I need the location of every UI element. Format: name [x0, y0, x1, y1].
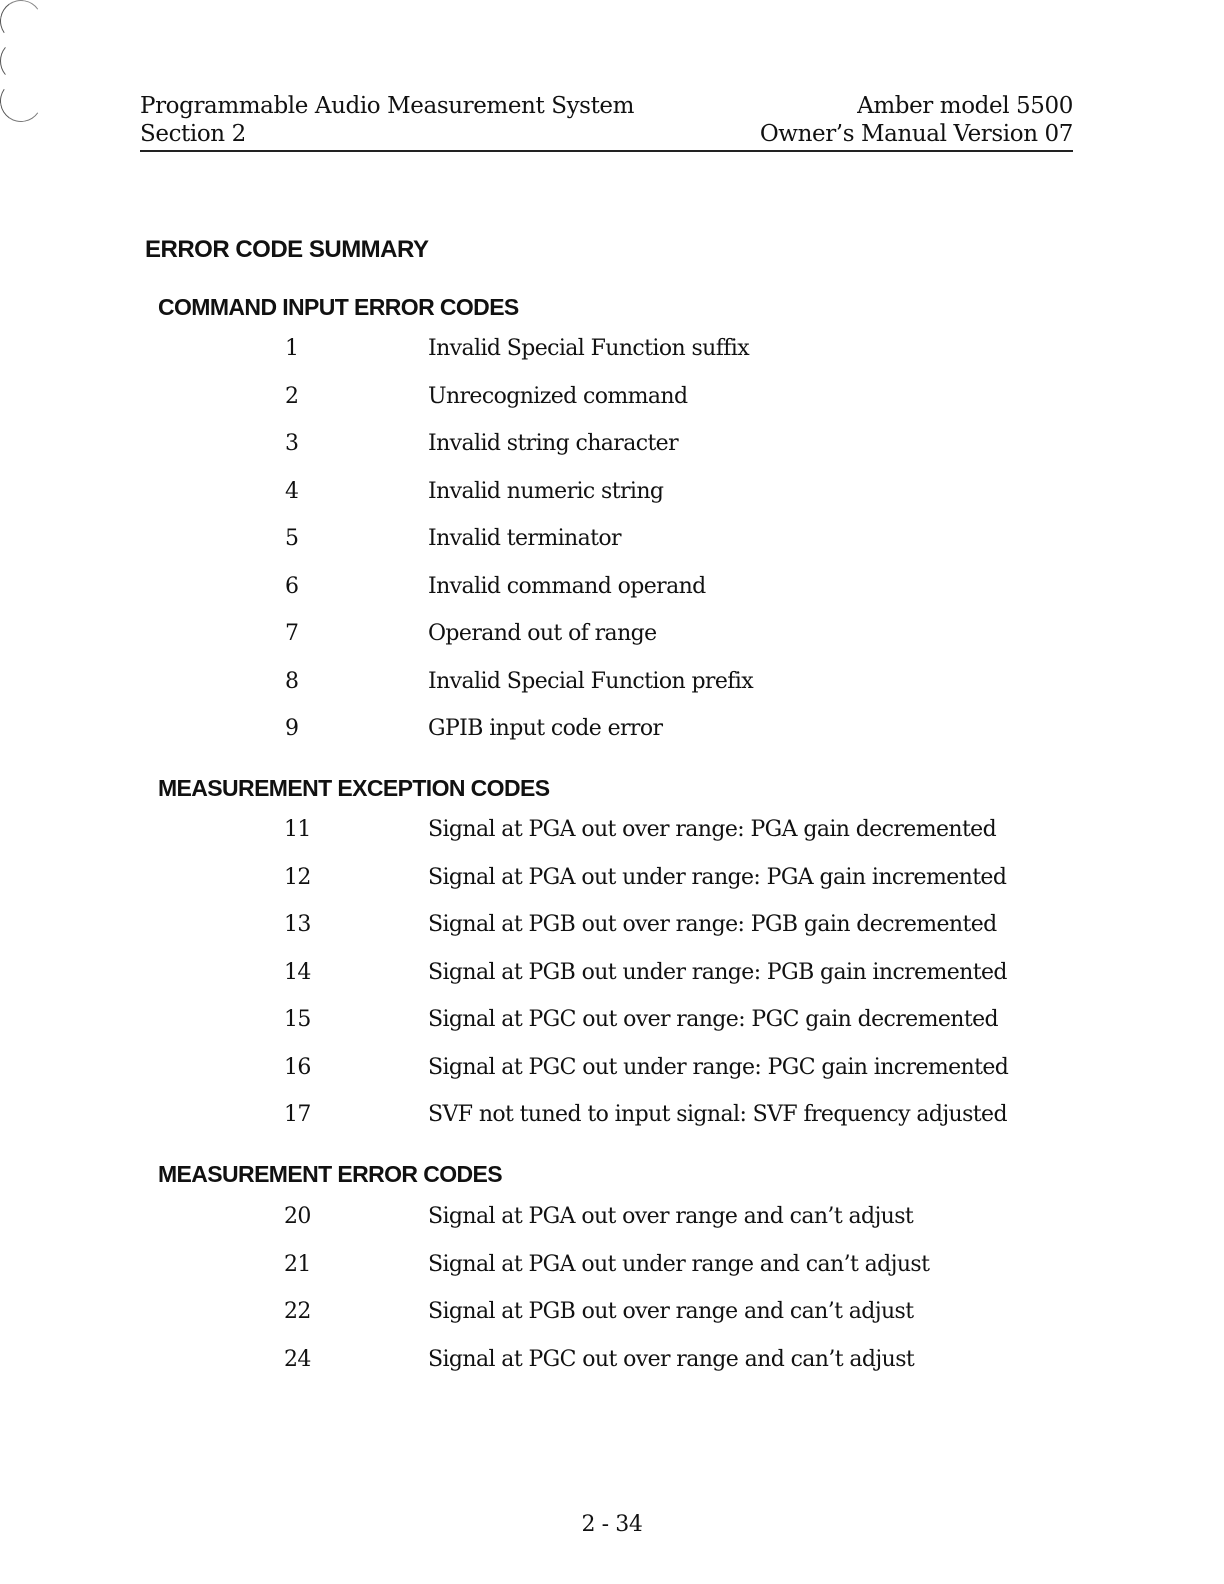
code-description: Signal at PGB out over range and can’t adjust [428, 1299, 914, 1324]
header-model: Amber model 5500 [857, 93, 1073, 119]
command-input-codes-list [0, 336, 1224, 764]
code-row [0, 336, 1224, 384]
code-row [0, 479, 1224, 527]
section-heading-measurement-error: MEASUREMENT ERROR CODES [158, 1161, 503, 1187]
header-document-title: Programmable Audio Measurement System [140, 93, 635, 119]
header-row-2 [140, 120, 1073, 148]
page-header [140, 92, 1073, 152]
code-row [0, 621, 1224, 669]
code-row [0, 574, 1224, 622]
code-description: Invalid numeric string [428, 478, 664, 504]
code-description: Invalid Special Function suffix [428, 336, 750, 361]
code-description: Signal at PGA out under range: PGA gain incremented [428, 864, 1007, 890]
code-row [0, 1252, 1224, 1300]
code-description: Signal at PGB out over range: PGB gain decremented [428, 912, 997, 937]
code-number: 17 [284, 1102, 311, 1127]
code-row [0, 1204, 1224, 1252]
code-number: 21 [284, 1251, 311, 1277]
code-number: 2 [285, 383, 299, 409]
code-description: Signal at PGB out under range: PGB gain incremented [428, 959, 1007, 985]
code-row [0, 526, 1224, 574]
code-number: 4 [285, 478, 299, 504]
header-manual-version: Owner’s Manual Version 07 [759, 121, 1073, 147]
code-row [0, 669, 1224, 717]
header-section: Section 2 [140, 121, 246, 147]
code-number: 14 [284, 959, 311, 985]
code-number: 1 [285, 336, 299, 361]
code-number: 7 [285, 621, 299, 646]
binder-hole-mark [0, 77, 45, 126]
code-row [0, 716, 1224, 764]
code-number: 22 [284, 1299, 311, 1324]
header-row-1 [140, 92, 1073, 120]
code-description: Signal at PGC out over range and can’t adjust [428, 1346, 915, 1372]
code-number: 3 [285, 431, 299, 456]
code-description: Unrecognized command [428, 383, 688, 409]
code-number: 12 [284, 864, 311, 890]
code-number: 8 [285, 668, 299, 694]
code-number: 24 [284, 1346, 311, 1372]
code-description: Signal at PGA out over range: PGA gain decremented [428, 817, 997, 842]
code-row [0, 431, 1224, 479]
page-number: 2 - 34 [581, 1512, 643, 1537]
measurement-error-codes-list [0, 1204, 1224, 1394]
code-description: Signal at PGA out under range and can’t adjust [428, 1251, 930, 1277]
code-number: 15 [284, 1007, 311, 1032]
code-row [0, 1007, 1224, 1055]
code-number: 13 [284, 912, 311, 937]
code-number: 9 [285, 716, 299, 741]
code-description: Invalid string character [428, 431, 679, 456]
code-description: Signal at PGC out over range: PGC gain decremented [428, 1007, 998, 1032]
binder-hole-mark [0, 0, 45, 45]
binder-hole-mark [0, 42, 32, 80]
code-description: Operand out of range [428, 621, 657, 646]
section-heading-command-input: COMMAND INPUT ERROR CODES [158, 294, 519, 320]
code-row [0, 384, 1224, 432]
code-number: 5 [285, 526, 299, 551]
code-description: Signal at PGA out over range and can’t adjust [428, 1204, 914, 1229]
code-description: Invalid Special Function prefix [428, 668, 754, 694]
measurement-exception-codes-list [0, 817, 1224, 1150]
code-number: 20 [284, 1204, 311, 1229]
code-row [0, 960, 1224, 1008]
code-row [0, 1055, 1224, 1103]
code-description: Invalid terminator [428, 526, 621, 551]
page-title: ERROR CODE SUMMARY [145, 236, 429, 263]
code-row [0, 1102, 1224, 1150]
code-row [0, 912, 1224, 960]
code-number: 16 [284, 1054, 311, 1080]
code-description: Signal at PGC out under range: PGC gain incremented [428, 1054, 1009, 1080]
code-number: 6 [285, 573, 299, 599]
code-description: SVF not tuned to input signal: SVF frequency adjusted [428, 1102, 1007, 1127]
code-row [0, 1347, 1224, 1395]
section-heading-measurement-exception: MEASUREMENT EXCEPTION CODES [158, 775, 550, 801]
code-description: GPIB input code error [428, 716, 663, 741]
code-row [0, 817, 1224, 865]
code-number: 11 [284, 817, 311, 842]
code-row [0, 865, 1224, 913]
code-description: Invalid command operand [428, 573, 706, 599]
code-row [0, 1299, 1224, 1347]
